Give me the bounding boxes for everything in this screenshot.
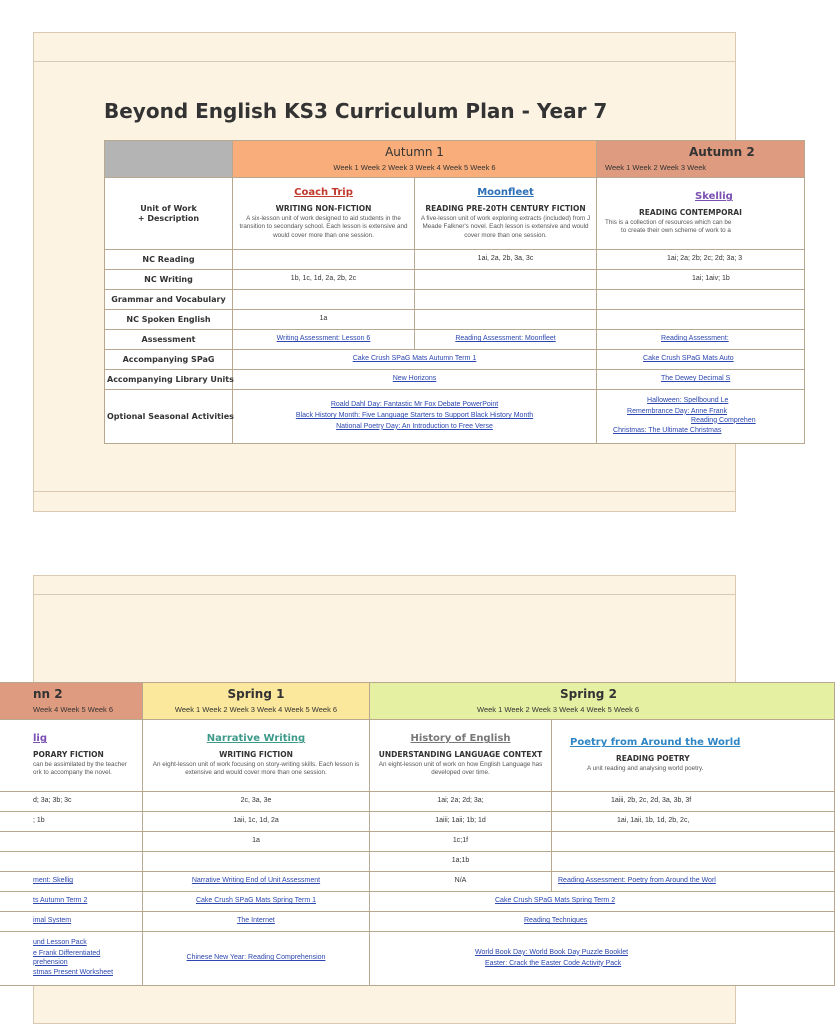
page-2 <box>33 575 741 1024</box>
row-label: Optional Seasonal Activities <box>105 390 233 444</box>
table-cell <box>370 912 835 932</box>
spag-link[interactable]: Cake Crush SPaG Mats Auto <box>643 355 734 363</box>
unit-desc-label: + Description <box>137 213 200 223</box>
row-label: Accompanying SPaG <box>105 350 233 370</box>
seasonal-link[interactable]: World Book Day: World Book Day Puzzle Booklet <box>475 948 629 956</box>
table-cell <box>233 250 415 270</box>
page-rule <box>34 594 735 595</box>
row-label: NC Reading <box>105 250 233 270</box>
assessment-link[interactable]: Reading Assessment: Moonfleet <box>455 335 556 343</box>
term-weeks: Week 1 Week 2 Week 3 Week <box>605 163 707 173</box>
row-label-unit <box>105 178 233 250</box>
table-cell: 1b, 1c, 1d, 2a, 2b, 2c <box>233 270 415 290</box>
unit-title-skellig[interactable]: Skellig <box>695 191 733 203</box>
table-cell <box>143 852 370 872</box>
table-cell: 1aiii, 2b, 2c, 2d, 3a, 3b, 3f <box>552 792 835 812</box>
assessment-link[interactable]: Reading Assessment: <box>661 335 729 343</box>
curriculum-table-part-1 <box>104 140 805 444</box>
table-cell: 1aii, 1c, 1d, 2a <box>143 812 370 832</box>
curriculum-table-part-2 <box>0 682 835 986</box>
seasonal-link[interactable]: stmas Present Worksheet <box>33 969 114 977</box>
table-cell <box>552 872 835 892</box>
spag-link[interactable]: Cake Crush SPaG Mats Spring Term 1 <box>195 897 317 905</box>
table-cell <box>0 892 143 912</box>
table-cell: 1ai, 2a, 2b, 3a, 3c <box>415 250 597 270</box>
unit-cell-history-of-english <box>370 720 552 792</box>
unit-title-skellig[interactable]: lig <box>33 733 48 745</box>
unit-description: A six-lesson unit of work designed to aid students in the transition to secondary school. Each lesson is extensive and would cover more than one session. <box>239 215 408 239</box>
unit-description: An eight-lesson unit of work on how English Language has developed over time. <box>378 761 543 777</box>
table-cell: 2c, 3a, 3e <box>143 792 370 812</box>
table-cell <box>0 872 143 892</box>
spag-row <box>105 350 805 370</box>
table-cell: 1ai; 1aiv; 1b <box>597 270 805 290</box>
table-cell: 1aiii; 1aii; 1b; 1d <box>370 812 552 832</box>
spag-link[interactable]: Cake Crush SPaG Mats Spring Term 2 <box>495 897 616 905</box>
table-cell: 1ai, 1aii, 1b, 1d, 2b, 2c, <box>552 812 835 832</box>
seasonal-link[interactable]: Black History Month: Five Language Starters to Support Black History Month <box>295 412 534 420</box>
unit-description: A five-lesson unit of work exploring extracts (included) from J Meade Falkner's novel. Each lesson is extensive and would cover more than one session. <box>420 215 591 239</box>
library-row <box>105 370 805 390</box>
nc-reading-row <box>0 792 835 812</box>
unit-subtitle: READING PRE-20TH CENTURY FICTION <box>425 203 586 213</box>
table-cell <box>233 370 597 390</box>
library-link[interactable]: Reading Techniques <box>524 917 588 925</box>
term-weeks: Week 4 Week 5 Week 6 <box>33 705 114 715</box>
table-cell <box>0 912 143 932</box>
seasonal-link[interactable]: e Frank Differentiated <box>33 949 101 957</box>
page-title: Beyond English KS3 Curriculum Plan - Year 7 <box>104 99 608 123</box>
spoken-row <box>0 852 835 872</box>
table-cell <box>415 330 597 350</box>
term-name: Spring 2 <box>560 687 617 702</box>
unit-title-coach-trip[interactable]: Coach Trip <box>294 187 353 199</box>
unit-cell-poetry <box>552 720 835 792</box>
seasonal-link[interactable]: Christmas: The Ultimate Christmas <box>613 427 722 435</box>
page-1 <box>33 32 756 512</box>
table-cell <box>143 892 370 912</box>
table-cell <box>233 350 597 370</box>
term-header-autumn-2 <box>0 683 143 720</box>
grammar-row <box>105 290 805 310</box>
unit-label: Unit of Work <box>140 203 197 213</box>
assessment-link[interactable]: Narrative Writing End of Unit Assessment <box>191 877 321 885</box>
term-name: Autumn 1 <box>385 145 444 160</box>
table-cell: d; 3a; 3b; 3c <box>0 792 143 812</box>
page-rule <box>34 491 735 492</box>
term-weeks: Week 1 Week 2 Week 3 Week 4 Week 5 Week 6 <box>333 163 496 173</box>
header-row <box>105 141 805 178</box>
table-cell <box>0 852 143 872</box>
table-cell <box>597 390 805 444</box>
unit-description: An eight-lesson unit of work focusing on story-writing skills. Each lesson is extensive and would cover more than one session. <box>152 761 360 777</box>
nc-writing-row <box>105 270 805 290</box>
table-cell <box>233 390 597 444</box>
unit-row <box>0 720 835 792</box>
seasonal-link[interactable]: Roald Dahl Day: Fantastic Mr Fox Debate PowerPoint <box>330 401 499 409</box>
table-cell <box>415 290 597 310</box>
header-row <box>0 683 835 720</box>
page-rule <box>34 61 735 62</box>
spoken-row <box>105 310 805 330</box>
unit-description: can be assimilated by the teacher <box>33 761 127 769</box>
unit-title-narrative-writing[interactable]: Narrative Writing <box>206 733 306 745</box>
corner-cell <box>105 141 233 178</box>
term-weeks: Week 1 Week 2 Week 3 Week 4 Week 5 Week 6 <box>477 705 640 715</box>
seasonal-link[interactable]: Remembrance Day: Anne Frank <box>627 407 728 415</box>
unit-cell-skellig <box>0 720 143 792</box>
term-name: Autumn 2 <box>689 145 755 160</box>
table-cell <box>143 932 370 986</box>
unit-subtitle: PORARY FICTION <box>33 749 104 759</box>
spag-row <box>0 892 835 912</box>
table-cell <box>597 290 805 310</box>
library-link[interactable]: imal System <box>33 917 72 925</box>
table-cell: 1a;1b <box>370 852 552 872</box>
row-label: Accompanying Library Units <box>105 370 233 390</box>
table-cell <box>370 892 835 912</box>
assessment-row <box>0 872 835 892</box>
seasonal-row <box>0 932 835 986</box>
table-cell <box>415 270 597 290</box>
seasonal-link[interactable]: und Lesson Pack <box>33 939 87 946</box>
spag-link[interactable]: ts Autumn Term 2 <box>33 897 88 905</box>
seasonal-link[interactable]: National Poetry Day: An Introduction to Free Verse <box>336 422 493 430</box>
assessment-row <box>105 330 805 350</box>
table-cell <box>0 932 143 986</box>
table-cell: 1ai; 2a; 2b; 2c; 2d; 3a; 3 <box>597 250 805 270</box>
unit-description: ork to accompany the novel. <box>33 769 112 777</box>
unit-cell-skellig <box>597 178 805 250</box>
library-link[interactable]: New Horizons <box>392 375 437 383</box>
term-header-autumn-2 <box>597 141 805 178</box>
spag-link[interactable]: Cake Crush SPaG Mats Autumn Term 1 <box>352 355 477 363</box>
row-label: NC Writing <box>105 270 233 290</box>
unit-title-history-of-english[interactable]: History of English <box>410 733 511 745</box>
assessment-link[interactable]: Reading Assessment: Poetry from Around the Worl <box>558 877 716 885</box>
unit-row <box>105 178 805 250</box>
row-label: Assessment <box>105 330 233 350</box>
library-link[interactable]: The Internet <box>237 917 275 925</box>
table-cell <box>415 310 597 330</box>
term-header-spring-1 <box>143 683 370 720</box>
term-name: Spring 1 <box>227 687 285 702</box>
unit-subtitle: WRITING FICTION <box>219 749 293 759</box>
table-cell: 1a <box>233 310 415 330</box>
table-cell: N/A <box>370 872 552 892</box>
table-cell <box>0 832 143 852</box>
unit-subtitle: WRITING NON-FICTION <box>275 203 372 213</box>
nc-reading-row <box>105 250 805 270</box>
table-cell <box>597 330 805 350</box>
library-link[interactable]: The Dewey Decimal S <box>661 375 731 383</box>
table-cell: 1a <box>143 832 370 852</box>
unit-description: to create their own scheme of work to a <box>621 227 731 235</box>
table-cell: 1ai; 2a; 2d; 3a; <box>370 792 552 812</box>
table-cell <box>552 852 835 872</box>
assessment-link[interactable]: Writing Assessment: Lesson 6 <box>276 335 371 343</box>
table-cell: ; 1b <box>0 812 143 832</box>
nc-writing-row <box>0 812 835 832</box>
unit-title-poetry[interactable]: Poetry from Around the World <box>570 737 741 749</box>
table-cell <box>597 370 805 390</box>
seasonal-link[interactable]: Halloween: Spellbound Le <box>647 397 729 404</box>
unit-cell-coach-trip <box>233 178 415 250</box>
table-cell <box>233 290 415 310</box>
unit-description: This is a collection of resources which can be <box>605 219 732 227</box>
seasonal-row <box>105 390 805 444</box>
unit-description: A unit reading and analysing world poetry. <box>587 765 704 773</box>
table-cell <box>143 912 370 932</box>
row-label: NC Spoken English <box>105 310 233 330</box>
table-cell <box>143 872 370 892</box>
table-cell: 1c;1f <box>370 832 552 852</box>
term-header-autumn-1 <box>233 141 597 178</box>
unit-title-moonfleet[interactable]: Moonfleet <box>477 187 534 199</box>
assessment-link[interactable]: ment: Skellig <box>33 877 74 885</box>
unit-subtitle: READING CONTEMPORAI <box>639 207 742 217</box>
unit-subtitle: READING POETRY <box>616 753 690 763</box>
term-weeks: Week 1 Week 2 Week 3 Week 4 Week 5 Week 6 <box>174 705 338 715</box>
table-cell <box>370 932 835 986</box>
unit-subtitle: UNDERSTANDING LANGUAGE CONTEXT <box>378 749 543 759</box>
unit-cell-narrative-writing <box>143 720 370 792</box>
row-label: Grammar and Vocabulary <box>105 290 233 310</box>
table-cell <box>597 310 805 330</box>
term-header-spring-2 <box>370 683 835 720</box>
unit-cell-moonfleet <box>415 178 597 250</box>
table-cell <box>552 832 835 852</box>
term-name: nn 2 <box>33 687 63 702</box>
seasonal-link[interactable]: Chinese New Year: Reading Comprehension <box>186 954 326 962</box>
library-row <box>0 912 835 932</box>
grammar-row <box>0 832 835 852</box>
seasonal-link[interactable]: prehension <box>33 958 68 966</box>
seasonal-link[interactable]: Reading Comprehen <box>691 416 756 424</box>
table-cell <box>597 350 805 370</box>
table-cell <box>233 330 415 350</box>
seasonal-link[interactable]: Easter: Crack the Easter Code Activity Pack <box>485 959 622 967</box>
